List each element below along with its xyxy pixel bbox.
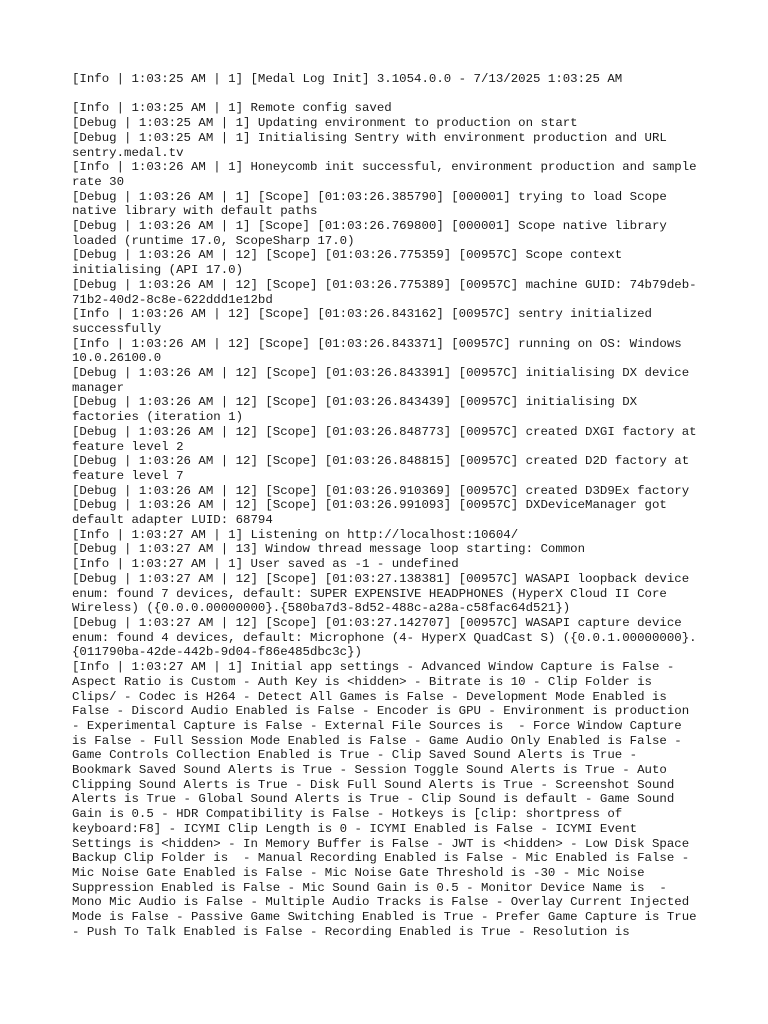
log-line: [Debug | 1:03:27 AM | 12] [Scope] [01:03:27.142707] [00957C] WASAPI capture device enum: found 4 devices, default: Microphone (4- HyperX QuadCast S) ({0.0.1.00000000}.{011790ba-42de-442b-9d04-f86e485dbc3c})	[72, 616, 697, 660]
log-line: [Debug | 1:03:26 AM | 12] [Scope] [01:03:26.843439] [00957C] initialising DX factories (iteration 1)	[72, 395, 645, 425]
log-line: [Info | 1:03:25 AM | 1] Remote config saved	[72, 101, 392, 116]
log-line: [Info | 1:03:27 AM | 1] Initial app settings - Advanced Window Capture is False - Aspect Ratio is Custom - Auth Key is <hidden> - Bitrate is 10 - Clip Folder is Clips/ - Codec is H264 - Detect All Games is False - Development Mode Enabled is False - Discord Audio Enabled is False - Encoder is GPU - Environment is production - Experimental Capture is False - External File Sources is - Force Window Capture is False - Full Session Mode Enabled is False - Game Audio Only Enabled is False - Game Controls Collection Enabled is True - Clip Saved Sound Alerts is True - Bookmark Saved Sound Alerts is True - Session Toggle Sound Alerts is True - Auto Clipping Sound Alerts is True - Disk Full Sound Alerts is True - Screenshot Sound Alerts is True - Global Sound Alerts is True - Clip Sound is default - Game Sound Gain is 0.5 - HDR Compatibility is False - Hotkeys is [clip: shortpress of keyboard:F8] - ICYMI Clip Length is 0 - ICYMI Enabled is False - ICYMI Event Settings is <hidden> - In Memory Buffer is False - JWT is <hidden> - Low Disk Space Backup Clip Folder is - Manual Recording Enabled is False - Mic Enabled is False - Mic Noise Gate Enabled is False - Mic Noise Gate Threshold is -30 - Mic Noise Suppression Enabled is False - Mic Sound Gain is 0.5 - Monitor Device Name is - Mono Mic Audio is False - Multiple Audio Tracks is False - Overlay Current Injected Mode is False - Passive Game Switching Enabled is True - Prefer Game Capture is True - Push To Talk Enabled is False - Recording Enabled is True - Resolution is	[72, 660, 705, 939]
log-line: [Debug | 1:03:26 AM | 1] [Scope] [01:03:26.385790] [000001] trying to load Scope native library with default paths	[72, 189, 675, 219]
log-line: [Debug | 1:03:26 AM | 12] [Scope] [01:03:26.848773] [00957C] created DXGI factory at feature level 2	[72, 424, 705, 454]
log-line: [Info | 1:03:27 AM | 1] User saved as -1 - undefined	[72, 557, 459, 572]
log-line: [Debug | 1:03:25 AM | 1] Updating environment to production on start	[72, 116, 578, 131]
log-line: [Debug | 1:03:26 AM | 1] [Scope] [01:03:26.769800] [000001] Scope native library loaded (runtime 17.0, ScopeSharp 17.0)	[72, 219, 675, 248]
log-line: [Debug | 1:03:26 AM | 12] [Scope] [01:03:26.910369] [00957C] created D3D9Ex factory	[72, 483, 690, 498]
log-line: [Debug | 1:03:26 AM | 12] [Scope] [01:03:26.848815] [00957C] created D2D factory at feature level 7	[72, 454, 697, 483]
log-line: [Debug | 1:03:26 AM | 12] [Scope] [01:03:26.775359] [00957C] Scope context initialising (API 17.0)	[72, 248, 630, 278]
log-line: [Debug | 1:03:27 AM | 13] Window thread message loop starting: Common	[72, 542, 586, 557]
log-line: [Info | 1:03:27 AM | 1] Listening on http://localhost:10604/	[72, 527, 519, 542]
log-line: [Info | 1:03:26 AM | 12] [Scope] [01:03:26.843162] [00957C] sentry initialized successfully	[72, 307, 660, 336]
log-document	[72, 72, 705, 939]
log-line: [Debug | 1:03:26 AM | 12] [Scope] [01:03:26.775389] [00957C] machine GUID: 74b79deb-71b2-40d2-8c8e-622ddd1e12bd	[72, 277, 697, 307]
log-line: [Debug | 1:03:26 AM | 12] [Scope] [01:03:26.991093] [00957C] DXDeviceManager got default adapter LUID: 68794	[72, 498, 675, 528]
log-line: [Info | 1:03:26 AM | 1] Honeycomb init successful, environment production and sample rate 30	[72, 160, 705, 189]
log-line: [Debug | 1:03:26 AM | 12] [Scope] [01:03:26.843391] [00957C] initialising DX device manager	[72, 366, 697, 395]
log-header-line: [Info | 1:03:25 AM | 1] [Medal Log Init] 3.1054.0.0 - 7/13/2025 1:03:25 AM	[72, 72, 623, 86]
log-line: [Debug | 1:03:27 AM | 12] [Scope] [01:03:27.138381] [00957C] WASAPI loopback device enum: found 7 devices, default: SUPER EXPENSIVE HEADPHONES (HyperX Cloud II Core Wireless) ({0.0.0.00000000}.{580ba7d3-8d52-488c-a28a-c58fac64d521})	[72, 571, 697, 616]
log-line: [Debug | 1:03:25 AM | 1] Initialising Sentry with environment production and URL sentry.medal.tv	[72, 130, 675, 160]
log-line: [Info | 1:03:26 AM | 12] [Scope] [01:03:26.843371] [00957C] running on OS: Windows 10.0.26100.0	[72, 336, 690, 366]
